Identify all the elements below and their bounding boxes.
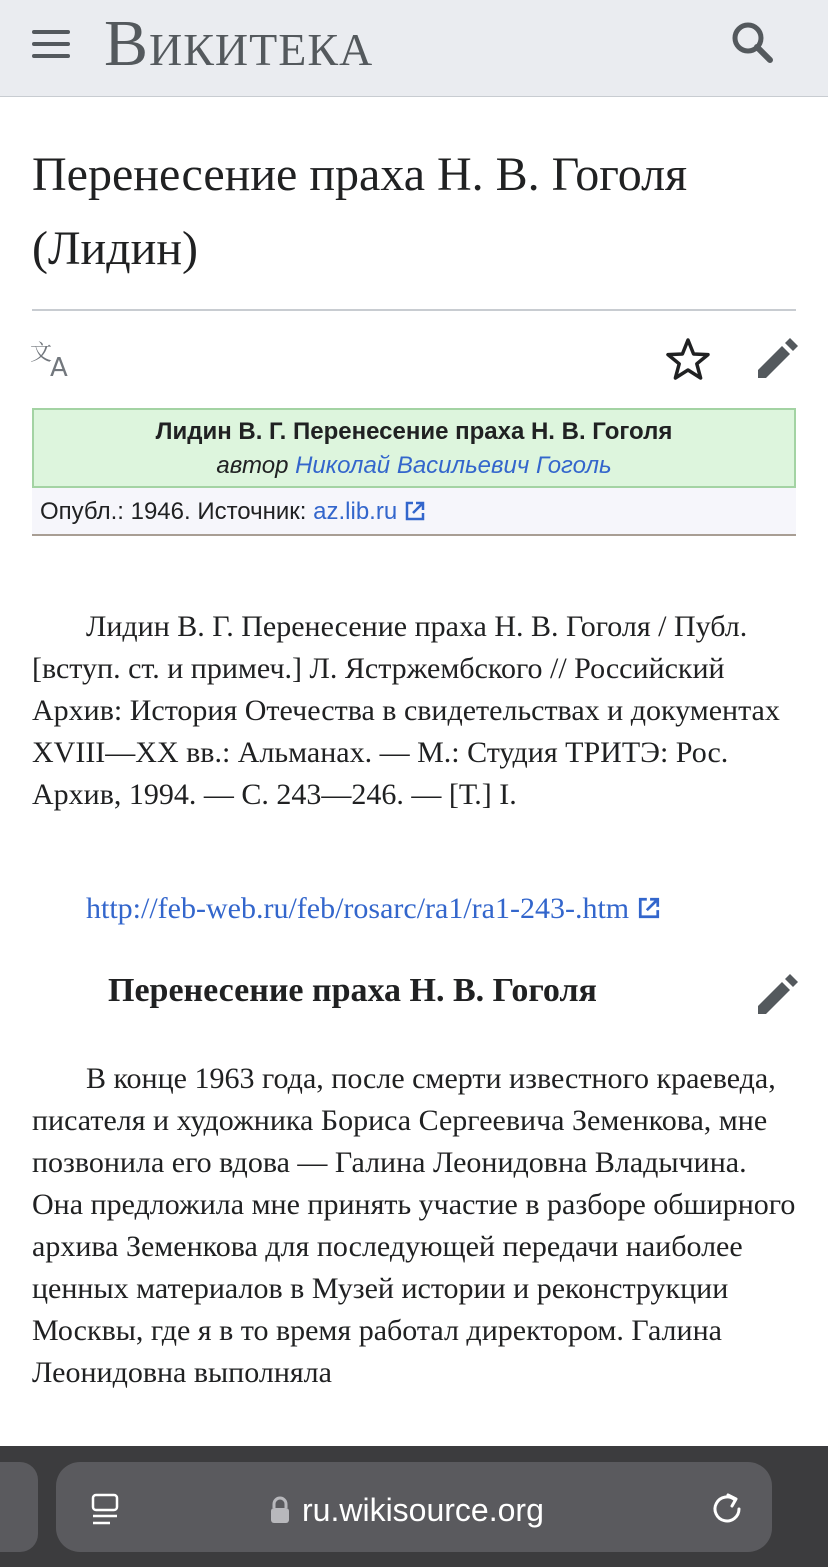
citation-block bbox=[32, 606, 796, 816]
url-text[interactable]: ru.wikisource.org bbox=[302, 1492, 544, 1528]
external-link-icon bbox=[637, 896, 661, 920]
star-icon[interactable] bbox=[664, 336, 712, 389]
svg-text:文: 文 bbox=[30, 341, 53, 366]
author-line bbox=[34, 452, 794, 480]
section-edit-pencil-icon[interactable] bbox=[752, 972, 800, 1025]
hamburger-menu-icon[interactable] bbox=[28, 22, 76, 70]
section-paragraph: В конце 1963 года, после смерти известного краеведа, писателя и художника Бориса Сергеевича Земенкова, мне позвонила его вдова — Галина Леонидовна Владычина. Она предложила мне принять участие в разборе обширного архива Земенкова для последующей передачи наиболее ценных материалов в Музей истории и реконструкции Москвы, где я в то время работал директором. Галина Леонидовна выполняла bbox=[32, 1062, 796, 1389]
title-divider bbox=[32, 309, 796, 311]
author-link[interactable]: Николай Васильевич Гоголь bbox=[295, 452, 612, 479]
feb-web-link[interactable] bbox=[86, 892, 661, 926]
address-bar[interactable] bbox=[56, 1462, 772, 1552]
work-title: Лидин В. Г. Перенесение праха Н. В. Гоголя bbox=[155, 418, 673, 445]
citation-text: Лидин В. Г. Перенесение праха Н. В. Гоголя / Публ. [вступ. ст. и примеч.] Л. Ястржембского // Российский Архив: История Отечества в свидетельствах и документах XVIII—XX вв.: Альманах. — М.: Студия ТРИТЭ: Рос. Архив, 1994. — С. 243—246. — [Т.] I. bbox=[32, 610, 780, 811]
browser-toolbar bbox=[0, 1446, 828, 1567]
source-link[interactable]: az.lib.ru bbox=[313, 498, 398, 525]
site-logo[interactable]: Викитека bbox=[104, 7, 374, 80]
app-header bbox=[0, 0, 828, 97]
reader-mode-icon[interactable] bbox=[90, 1492, 124, 1531]
lock-icon bbox=[270, 1496, 290, 1529]
section-body bbox=[32, 1058, 796, 1394]
author-prefix: автор bbox=[216, 452, 289, 479]
page-title: Перенесение праха Н. В. Гоголя (Лидин) bbox=[32, 148, 688, 275]
language-icon[interactable] bbox=[30, 338, 76, 385]
pencil-icon[interactable] bbox=[752, 336, 800, 389]
reload-icon[interactable] bbox=[708, 1490, 746, 1533]
search-icon[interactable] bbox=[726, 16, 782, 72]
work-header-box bbox=[32, 408, 796, 488]
external-link-icon bbox=[404, 500, 426, 522]
svg-text:A: A bbox=[50, 353, 68, 380]
publication-label: Опубл.: 1946. Источник: bbox=[40, 498, 307, 525]
section-heading: Перенесение праха Н. В. Гоголя bbox=[108, 972, 597, 1009]
previous-tab-pill[interactable] bbox=[0, 1462, 38, 1552]
feb-web-link-text[interactable]: http://feb-web.ru/feb/rosarc/ra1/ra1-243-.htm bbox=[86, 892, 630, 925]
publication-info bbox=[32, 488, 796, 536]
